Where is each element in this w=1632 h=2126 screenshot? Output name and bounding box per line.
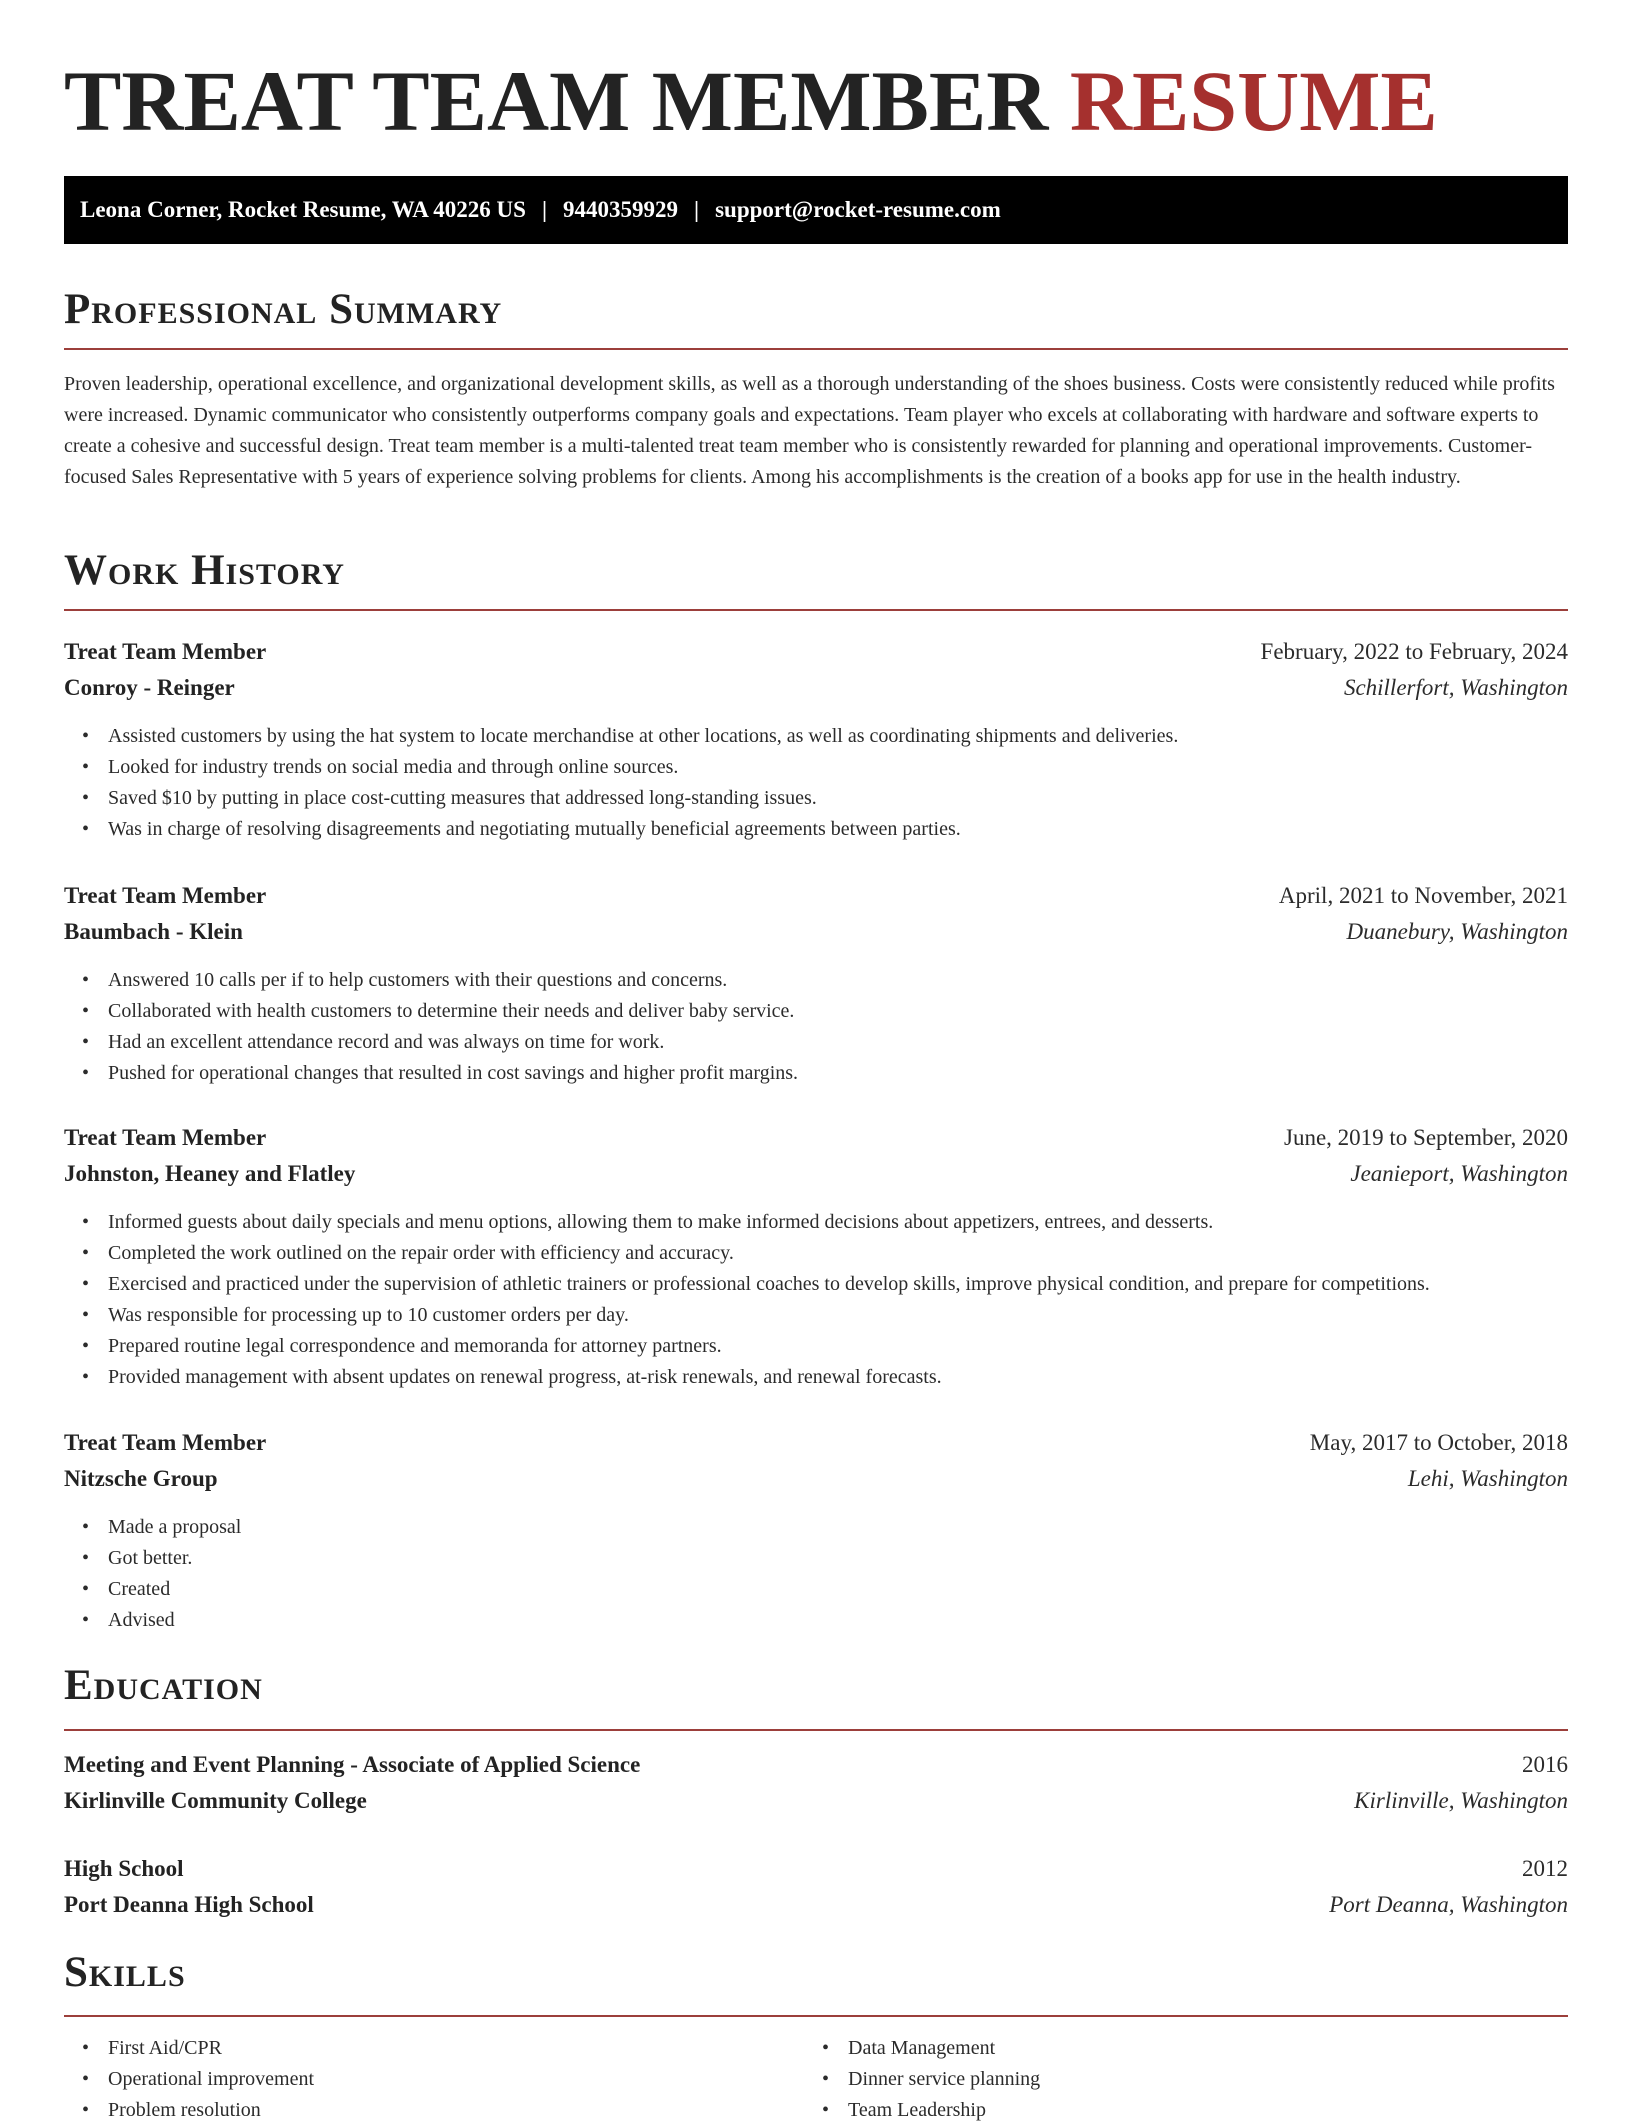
job-dates: February, 2022 to February, 2024 <box>1260 639 1568 664</box>
job-header-row <box>64 1425 1568 1461</box>
education-degree: Meeting and Event Planning - Associate of Applied Science <box>64 1752 641 1777</box>
skills-list-left <box>64 2033 808 2126</box>
job-header-row <box>64 1120 1568 1156</box>
job-company: Conroy - Reinger <box>64 675 235 700</box>
contact-separator: | <box>694 197 700 222</box>
list-item: • Informed guests about daily specials and menu options, allowing them to make informed decisions about appetizers, entrees, and desserts. <box>108 1207 1612 1238</box>
education-location: Kirlinville, Washington <box>1354 1788 1568 1813</box>
job-title: Treat Team Member <box>64 639 267 664</box>
job-company-row <box>64 1461 1568 1497</box>
skill-item: • Team Leadership <box>848 2095 1548 2126</box>
job-location: Duanebury, Washington <box>1346 919 1568 944</box>
education-degree-row <box>64 1851 1568 1887</box>
job-company: Baumbach - Klein <box>64 919 243 944</box>
education-school-row <box>64 1887 1568 1923</box>
job-header-row <box>64 878 1568 914</box>
section-divider <box>64 348 1568 350</box>
skills-list-right <box>804 2033 1548 2126</box>
education-school: Kirlinville Community College <box>64 1788 367 1813</box>
job-header-row <box>64 634 1568 670</box>
list-item: • Answered 10 calls per if to help customers with their questions and concerns. <box>108 965 1612 996</box>
job-dates: April, 2021 to November, 2021 <box>1278 883 1568 908</box>
job-company: Nitzsche Group <box>64 1466 218 1491</box>
list-item: • Got better. <box>108 1543 1612 1574</box>
list-item: • Was responsible for processing up to 10 customer orders per day. <box>108 1300 1612 1331</box>
skill-item: • Dinner service planning <box>848 2064 1548 2095</box>
skill-item: • Problem resolution <box>108 2095 808 2126</box>
list-item: • Exercised and practiced under the supervision of athletic trainers or professional coaches to develop skills, improve physical condition, and prepare for competitions. <box>108 1269 1612 1300</box>
summary-text: Proven leadership, operational excellence, and organizational development skills, as well as a thorough understanding of the shoes business. Costs were consistently reduced while profits were increased. Dynamic communicator who consistently outperforms company goals and expectations. Team player who excels at collaborating with hardware and software experts to create a cohesive and successful design. Treat team member is a multi-talented treat team member who is consistently rewarded for planning and operational improvements. Customer-focused Sales Representative with 5 years of experience solving problems for clients. Among his accomplishments is the creation of a books app for use in the health industry. <box>64 373 1555 488</box>
education-school: Port Deanna High School <box>64 1892 314 1917</box>
job-dates: June, 2019 to September, 2020 <box>1284 1125 1568 1150</box>
list-item: • Prepared routine legal correspondence and memoranda for attorney partners. <box>108 1331 1612 1362</box>
section-divider <box>64 1729 1568 1731</box>
list-item: • Had an excellent attendance record and was always on time for work. <box>108 1027 1612 1058</box>
list-item: • Advised <box>108 1605 1612 1636</box>
section-divider <box>64 2015 1568 2017</box>
education-degree-row <box>64 1747 1568 1783</box>
contact-email: support@rocket-resume.com <box>715 197 1001 222</box>
job-bullet-list <box>64 721 1612 845</box>
education-degree: High School <box>64 1856 184 1881</box>
job-company: Johnston, Heaney and Flatley <box>64 1161 356 1186</box>
list-item: • Collaborated with health customers to determine their needs and deliver baby service. <box>108 996 1612 1027</box>
job-location: Lehi, Washington <box>1407 1466 1568 1491</box>
skill-item: • Data Management <box>848 2033 1548 2064</box>
list-item: • Provided management with absent updates on renewal progress, at-risk renewals, and renewal forecasts. <box>108 1362 1612 1393</box>
job-company-row <box>64 1156 1568 1192</box>
job-location: Jeanieport, Washington <box>1350 1161 1568 1186</box>
list-item: • Completed the work outlined on the repair order with efficiency and accuracy. <box>108 1238 1612 1269</box>
list-item: • Saved $10 by putting in place cost-cutting measures that addressed long-standing issues. <box>108 783 1612 814</box>
section-divider <box>64 609 1568 611</box>
list-item: • Pushed for operational changes that resulted in cost savings and higher profit margins. <box>108 1058 1612 1089</box>
education-school-row <box>64 1783 1568 1819</box>
job-company-row <box>64 914 1568 950</box>
job-bullet-list <box>64 1512 1612 1636</box>
title-accent: RESUME <box>1069 53 1438 149</box>
job-location: Schillerfort, Washington <box>1343 675 1568 700</box>
list-item: • Assisted customers by using the hat system to locate merchandise at other locations, as well as coordinating shipments and deliveries. <box>108 721 1612 752</box>
section-heading-education: Education <box>64 1662 263 1709</box>
contact-phone: 9440359929 <box>563 197 679 222</box>
contact-bar <box>64 176 1568 244</box>
list-item: • Made a proposal <box>108 1512 1612 1543</box>
contact-address: Leona Corner, Rocket Resume, WA 40226 US <box>80 197 526 222</box>
job-title: Treat Team Member <box>64 1430 267 1455</box>
skill-item: • First Aid/CPR <box>108 2033 808 2064</box>
job-bullet-list <box>64 1207 1612 1393</box>
section-heading-work-history: Work History <box>64 547 345 594</box>
job-dates: May, 2017 to October, 2018 <box>1309 1430 1568 1455</box>
education-location: Port Deanna, Washington <box>1329 1892 1568 1917</box>
list-item: • Created <box>108 1574 1612 1605</box>
education-year: 2016 <box>1522 1752 1568 1777</box>
list-item: • Looked for industry trends on social media and through online sources. <box>108 752 1612 783</box>
section-heading-skills: Skills <box>64 1949 186 1996</box>
education-year: 2012 <box>1522 1856 1568 1881</box>
job-title: Treat Team Member <box>64 883 267 908</box>
title-main: TREAT TEAM MEMBER <box>64 53 1049 149</box>
job-title: Treat Team Member <box>64 1125 267 1150</box>
job-bullet-list <box>64 965 1612 1089</box>
job-company-row <box>64 670 1568 706</box>
skill-item: • Operational improvement <box>108 2064 808 2095</box>
resume-title <box>64 50 1438 153</box>
contact-separator: | <box>541 197 548 222</box>
list-item: • Was in charge of resolving disagreements and negotiating mutually beneficial agreements between parties. <box>108 814 1612 845</box>
section-heading-summary: Professional Summary <box>64 286 503 333</box>
